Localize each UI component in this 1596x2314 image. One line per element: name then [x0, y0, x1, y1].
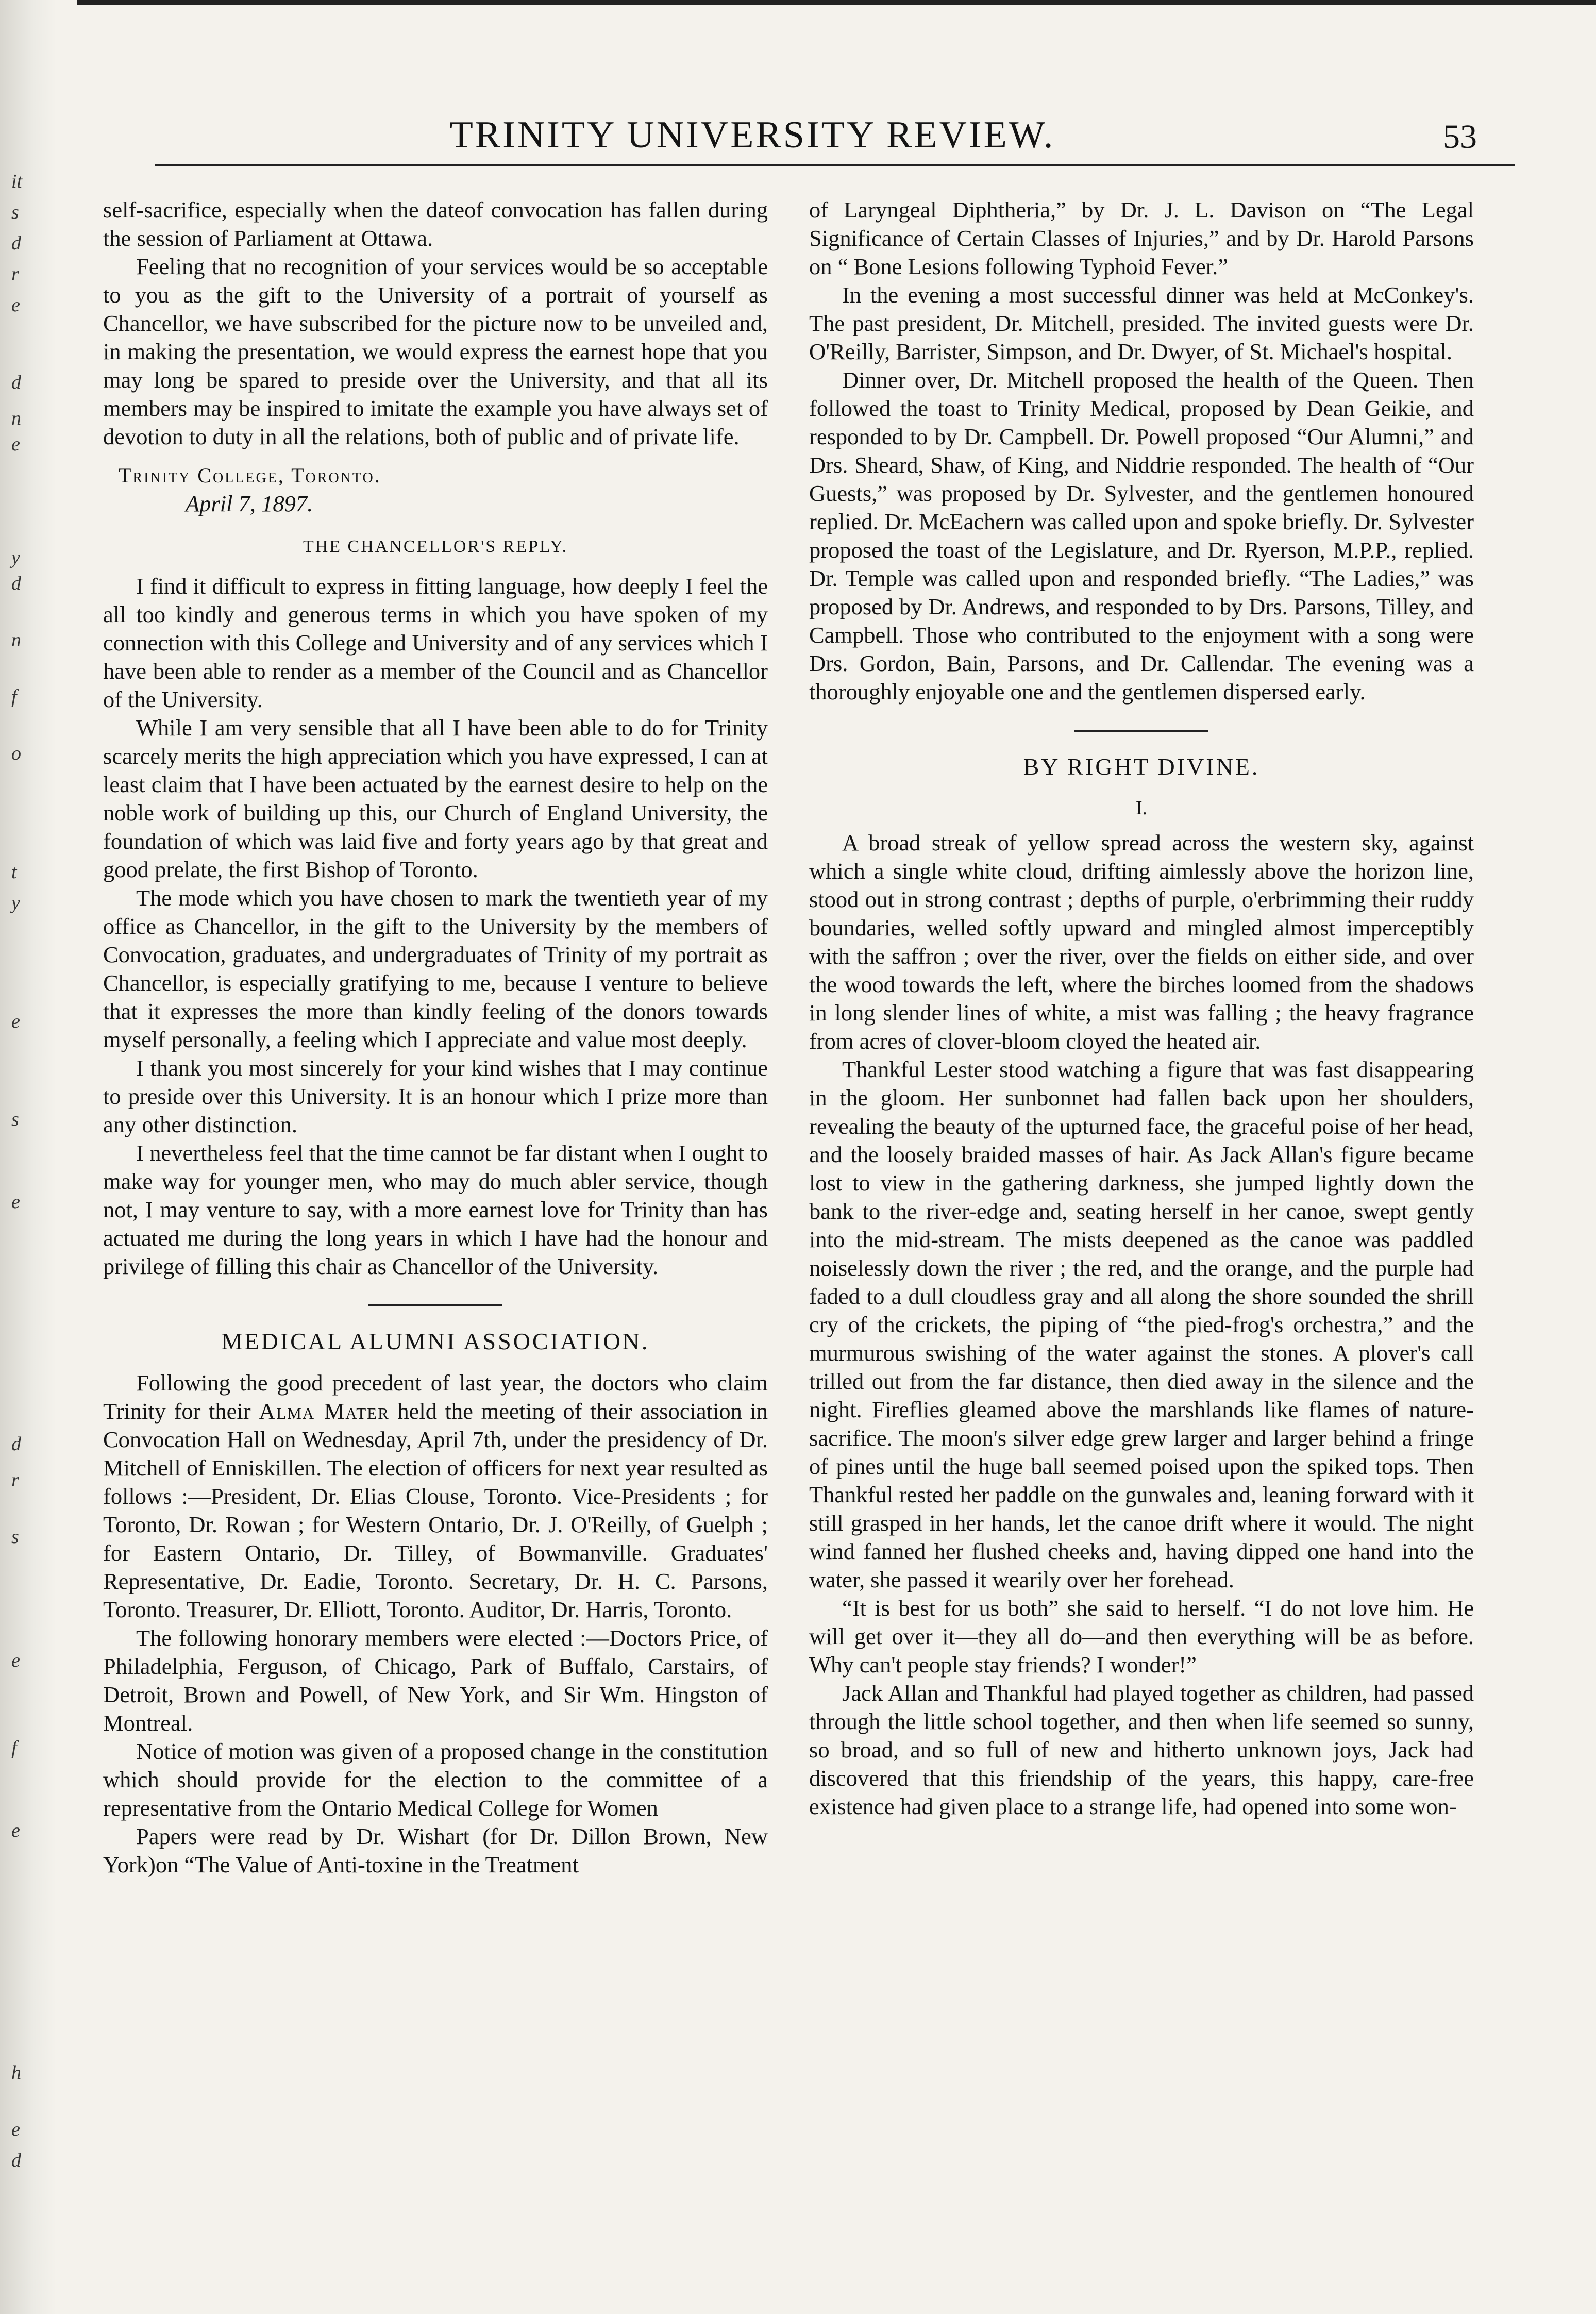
reply-paragraph: I find it difficult to express in fitting language, how deeply I feel the all too kindly and generous terms in which you have spoken of my connection with this College and University and of any services which I have been able to render as a member of the Council and as Chancellor of the University.	[103, 573, 768, 712]
signoff-date: April 7, 1897.	[186, 491, 313, 516]
left-column	[103, 196, 768, 1879]
page-number: 53	[1443, 118, 1477, 156]
medical-paragraph	[103, 1369, 768, 1624]
margin-fragment: t	[11, 861, 17, 883]
margin-fragment: e	[11, 433, 20, 455]
medical-paragraph: Dinner over, Dr. Mitchell proposed the health of the Queen. Then followed the toast to Trinity Medical, proposed by Dean Geikie, and responded to by Dr. Campbell. Dr. Powell proposed “Our Alumni,” and Drs. Sheard, Shaw, of King, and Niddrie responded. The health of “Our Guests,” was proposed by Dr. Sylvester, and the gentlemen honoured replied. Dr. McEachern was called upon and spoke briefly. Dr. Sylvester proposed the toast of the Legislature, and Dr. Ryerson, M.P.P., replied. Dr. Temple was called upon and responded briefly. “The Ladies,” was proposed by Dr. Andrews, and responded to by Drs. Parsons, Tilley, and Campbell. Those who contributed to the enjoyment with a song were Drs. Gordon, Bain, Parsons, and Dr. Callendar. The evening was a thoroughly enjoyable one and the gentlemen dispersed early.	[809, 367, 1474, 705]
margin-fragment: d	[11, 372, 21, 393]
margin-fragment: d	[11, 2150, 21, 2171]
margin-fragment: h	[11, 2062, 21, 2084]
margin-fragment: n	[11, 629, 21, 651]
medical-paragraph: Notice of motion was given of a proposed change in the constitution which should provide for the election to the committee of a representative from the Ontario Medical College for Women	[103, 1738, 768, 1821]
margin-fragment: s	[11, 1109, 19, 1130]
medical-text: held the meeting of their association in Convocation Hall on Wednesday, April 7th, under the presidency of Dr. Mitchell of Enniskillen. The election of officers for next year resulted as follows :—President, Dr. Elias Clouse, Toronto. Vice-Presidents ; for Toronto, Dr. Rowan ; for Western Ontario, Dr. J. O'Reilly, of Guelph ; for Eastern Ontario, Dr. Tilley, of Bowmanville. Graduates' Representative, Dr. Eadie, Toronto. Secretary, Dr. H. C. Parsons, Toronto. Treasurer, Dr. Elliott, Toronto. Auditor, Dr. Harris, Toronto.	[103, 1398, 768, 1622]
right-column	[809, 196, 1474, 1821]
margin-fragment: s	[11, 202, 19, 223]
margin-fragment: r	[11, 1469, 19, 1491]
story-paragraph: Jack Allan and Thankful had played together as children, had passed through the little school together, and then when life seemed so sunny, so broad, and so full of new and hitherto unknown joys, Jack had discovered that this friendship of the years, this happy, care-free existence had given place to a strange life, had opened into some won-	[809, 1680, 1474, 1819]
story-part-number: I.	[1135, 797, 1148, 819]
reply-paragraph: While I am very sensible that all I have been able to do for Trinity scarcely merits the high appreciation which you have expressed, I can at least claim that I have been actuated by the earnest desire to help on the noble work of building up this, our Church of England University, the foundation of which was laid five and forty years ago by that great and good prelate, the first Bishop of Toronto.	[103, 715, 768, 882]
margin-fragment: e	[11, 1650, 20, 1671]
medical-paragraph: The following honorary members were elected :—Doctors Price, of Philadelphia, Ferguson, of Chicago, Park of Buffalo, Carstairs, of Detroit, Brown and Powell, of New York, and Sir Wm. Hingston of Montreal.	[103, 1625, 768, 1736]
address-paragraph: Feeling that no recognition of your services would be so acceptable to you as the gift to the University of a portrait of yourself as Chancellor, we have subscribed for the picture now to be unveiled and, in making the presentation, we would express the earnest hope that you may long be spared to preside over the University, and that all its members may be inspired to imitate the example you have always set of devotion to duty in all the relations, both of public and of private life.	[103, 254, 768, 449]
margin-fragment: e	[11, 1191, 20, 1213]
medical-text: Following the good precedent of last year, the doctors who claim Trinity for their	[103, 1370, 768, 1424]
facing-page-bleed	[0, 0, 57, 2314]
address-paragraph: self-sacrifice, especially when the dateof convocation has fallen during the session of Parliament at Ottawa.	[103, 197, 768, 251]
reply-paragraph: I thank you most sincerely for your kind wishes that I may continue to preside over this University. It is an honour which I prize more than any other distinction.	[103, 1055, 768, 1137]
margin-fragment: d	[11, 1433, 21, 1455]
story-title: BY RIGHT DIVINE.	[1023, 753, 1260, 780]
margin-fragment: y	[11, 892, 20, 914]
margin-fragment: y	[11, 547, 20, 568]
reply-heading: THE CHANCELLOR'S REPLY.	[303, 537, 568, 556]
section-separator	[368, 1304, 502, 1306]
medical-paragraph: In the evening a most successful dinner was held at McConkey's. The past president, Dr. Mitchell, presided. The invited guests were Dr. O'Reilly, Barrister, Simpson, and Dr. Dwyer, of St. Michael's hospital.	[809, 282, 1474, 364]
margin-fragment: f	[11, 1737, 17, 1759]
alma-mater-text: Alma Mater	[259, 1398, 390, 1424]
margin-fragment: e	[11, 1820, 20, 1841]
medical-alumni-title: MEDICAL ALUMNI ASSOCIATION.	[221, 1328, 650, 1354]
reply-paragraph: I nevertheless feel that the time cannot be far distant when I ought to make way for younger men, who may do much abler service, though not, I may venture to say, with a more earnest love for Trinity than has actuated me during the long years in which I have had the honour and privilege of filling this chair as Chancellor of the University.	[103, 1140, 768, 1279]
margin-fragment: n	[11, 408, 21, 429]
story-paragraph: Thankful Lester stood watching a figure that was fast disappearing in the gloom. Her sunbonnet had fallen back upon her shoulders, revealing the beauty of the upturned face, the graceful poise of her head, and the loosely braided masses of hair. As Jack Allan's figure became lost to view in the gathering darkness, she jumped lightly down the bank to the river-edge and, seating herself in her canoe, swept gently into the mid-stream. The mists deepened as the canoe was paddled noiselessly down the river ; the red, and the orange, and the purple had faded to a dull cloudless gray and all along the shore sounded the shrill cry of the crickets, the piping of “the pied-frog's orchestra,” and the murmurous swishing of the water against the stones. A plover's call trilled out from the far distance, then died away in the silence and the night. Fireflies gleamed above the marshlands like flames of nature-sacrifice. The moon's silver edge grew larger and larger behind a fringe of pines until the huge ball seemed poised upon the spiked tops. Then Thankful rested her paddle on the gunwales and, leaning forward with it still grasped in her hands, let the canoe drift where it would. The night wind fanned her flushed cheeks and, having dipped one hand into the water, she passed it wearily over her forehead.	[809, 1057, 1474, 1592]
running-title: TRINITY UNIVERSITY REVIEW.	[449, 114, 1055, 156]
margin-fragment: r	[11, 263, 19, 285]
story-paragraph: A broad streak of yellow spread across the western sky, against which a single white cloud, drifting aimlessly above the horizon line, stood out in strong contrast ; depths of purple, o'erbrimming their ruddy boundaries, welled softly upward and mingled almost imperceptibly with the saffron ; over the river, over the fields on either side, and over the wood towards the left, where the birches loomed from the shadows in long slender lines of white, a mist was falling ; the heavy fragrance from acres of clover-bloom cloyed the heated air.	[809, 830, 1474, 1054]
margin-fragment: d	[11, 232, 21, 254]
signoff-place: Trinity College, Toronto.	[119, 464, 381, 487]
margin-fragment: s	[11, 1526, 19, 1548]
section-separator	[1074, 730, 1208, 732]
medical-paragraph: Papers were read by Dr. Wishart (for Dr. Dillon Brown, New York)on “The Value of Anti-toxine in the Treatment	[103, 1823, 768, 1877]
header-rule	[155, 164, 1515, 166]
reply-paragraph: The mode which you have chosen to mark the twentieth year of my office as Chancellor, in the gift to the University by the members of Convocation, graduates, and undergraduates of Trinity of my portrait as Chancellor, is especially gratifying to me, because I venture to believe that it expresses the more than kindly feeling of the donors towards myself personally, a feeling which I appreciate and value most deeply.	[103, 885, 768, 1052]
margin-fragment: e	[11, 1011, 20, 1032]
margin-fragment: e	[11, 294, 20, 316]
margin-fragment: e	[11, 2119, 20, 2140]
margin-fragment: f	[11, 686, 17, 708]
top-edge-rule	[77, 0, 1596, 5]
margin-fragment: d	[11, 573, 21, 594]
medical-continued: of Laryngeal Diphtheria,” by Dr. J. L. Davison on “The Legal Significance of Certain Classes of Injuries,” and by Dr. Harold Parsons on “ Bone Lesions following Typhoid Fever.”	[809, 197, 1474, 279]
margin-fragment: o	[11, 743, 21, 764]
story-paragraph: “It is best for us both” she said to herself. “I do not love him. He will get over it—they all do—and then everything will be as before. Why can't people stay friends? I wonder!”	[809, 1595, 1474, 1678]
margin-fragment: it	[11, 171, 23, 192]
